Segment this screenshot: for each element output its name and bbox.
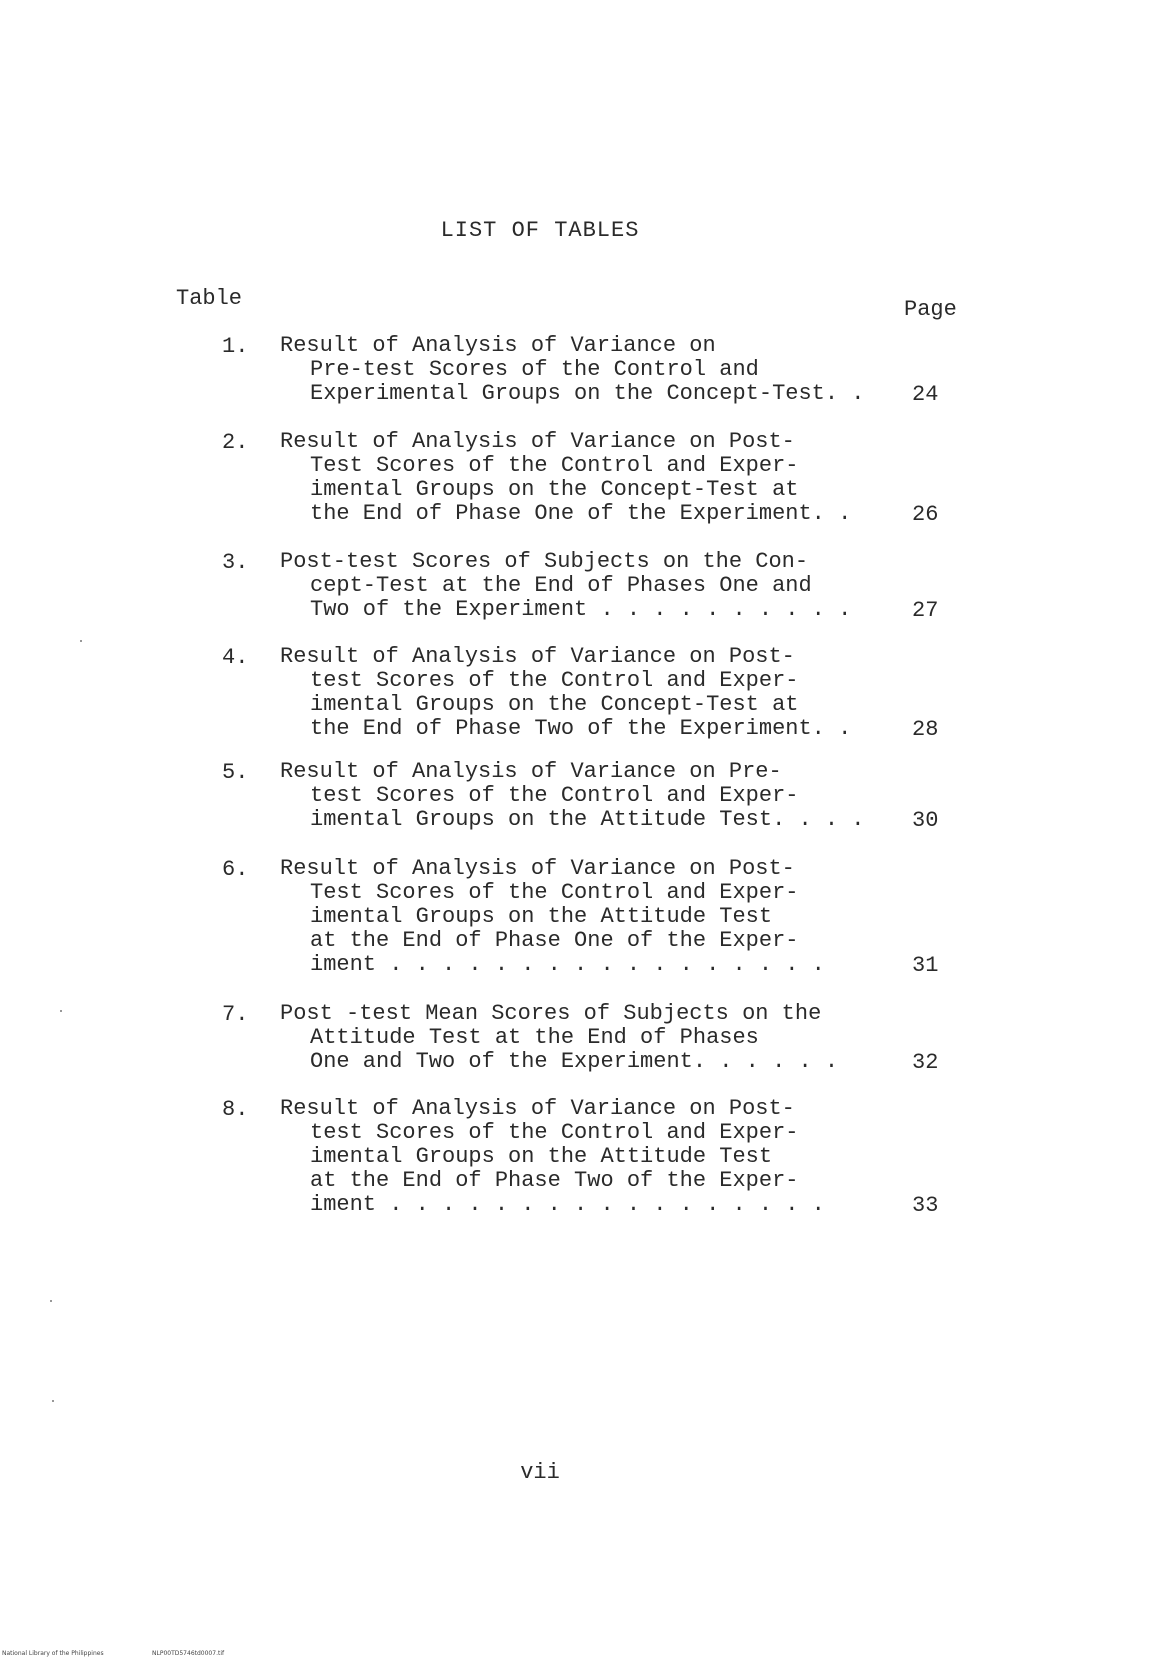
entry-title	[280, 1002, 840, 1074]
entry-title	[280, 857, 840, 977]
footer-file-id: NLP00TD5746td0007.tif	[152, 1650, 225, 1657]
entry-title-line: at the End of Phase Two of the Exper-	[310, 1168, 799, 1193]
entry-title	[280, 644, 852, 741]
entry-number: 5.	[222, 760, 249, 785]
entry-number: 8.	[222, 1097, 249, 1122]
scan-speck	[80, 640, 82, 642]
entry-title-line: imental Groups on the Attitude Test	[310, 904, 773, 929]
entry-title-line: Result of Analysis of Variance on Post-	[280, 429, 795, 454]
scan-speck	[50, 1300, 52, 1302]
entry-number: 4.	[222, 645, 249, 670]
entry-title-line: imental Groups on the Concept-Test at	[310, 692, 799, 717]
entry-title-line: imental Groups on the Concept-Test at	[310, 477, 799, 502]
entry-title-line: at the End of Phase One of the Exper-	[310, 928, 799, 953]
entry-title-line: iment . . . . . . . . . . . . . . . . .	[310, 952, 825, 977]
entry-title	[280, 549, 852, 622]
entry-page-number: 24	[912, 382, 939, 407]
entry-title-line: Result of Analysis of Variance on	[280, 333, 716, 358]
entry-page-number: 31	[912, 953, 939, 978]
entry-page-number: 27	[912, 598, 939, 623]
entry-title-line: cept-Test at the End of Phases One and	[310, 573, 812, 598]
entry-title-line: Attitude Test at the End of Phases	[310, 1025, 759, 1050]
entry-title-line: Post-test Scores of Subjects on the Con-	[280, 549, 809, 574]
entry-page-number: 33	[912, 1193, 939, 1218]
entry-title	[280, 759, 865, 832]
entry-title-line: Pre-test Scores of the Control and	[310, 357, 759, 382]
column-header-table: Table	[176, 286, 243, 311]
entry-title-line: imental Groups on the Attitude Test	[310, 1144, 773, 1169]
entry-title-line: Post -test Mean Scores of Subjects on the	[280, 1001, 822, 1026]
entry-title-line: iment . . . . . . . . . . . . . . . . .	[310, 1192, 825, 1217]
page-title: LIST OF TABLES	[440, 218, 640, 243]
entry-title-line: One and Two of the Experiment. . . . . .	[310, 1049, 839, 1074]
entry-title-line: the End of Phase Two of the Experiment. .	[310, 716, 852, 741]
entry-page-number: 26	[912, 502, 939, 527]
entry-number: 1.	[222, 334, 249, 359]
entry-title-line: the End of Phase One of the Experiment. .	[310, 501, 852, 526]
page-number: vii	[520, 1460, 560, 1485]
entry-number: 7.	[222, 1002, 249, 1027]
entry-number: 3.	[222, 550, 249, 575]
entry-title-line: Experimental Groups on the Concept-Test. .	[310, 381, 865, 406]
entry-title-line: Result of Analysis of Variance on Post-	[280, 856, 795, 881]
entry-title-line: test Scores of the Control and Exper-	[310, 668, 799, 693]
entry-title-line: test Scores of the Control and Exper-	[310, 783, 799, 808]
column-header-page: Page	[904, 297, 957, 322]
entry-title-line: imental Groups on the Attitude Test. . . .	[310, 807, 865, 832]
entry-number: 2.	[222, 430, 249, 455]
entry-title-line: Test Scores of the Control and Exper-	[310, 453, 799, 478]
entry-title-line: Result of Analysis of Variance on Post-	[280, 1096, 795, 1121]
entry-title-line: Test Scores of the Control and Exper-	[310, 880, 799, 905]
entry-title	[280, 1097, 840, 1217]
entry-page-number: 32	[912, 1050, 939, 1075]
entry-title-line: Result of Analysis of Variance on Post-	[280, 644, 795, 669]
scan-speck	[60, 1010, 62, 1012]
entry-title-line: Two of the Experiment . . . . . . . . . .	[310, 597, 852, 622]
entry-number: 6.	[222, 857, 249, 882]
footer-library-credit: National Library of the Philippines	[2, 1650, 104, 1657]
entry-title-line: Result of Analysis of Variance on Pre-	[280, 759, 782, 784]
scan-speck	[52, 1400, 54, 1402]
entry-title-line: test Scores of the Control and Exper-	[310, 1120, 799, 1145]
entry-page-number: 30	[912, 808, 939, 833]
entry-page-number: 28	[912, 717, 939, 742]
entry-title	[280, 429, 852, 526]
entry-title	[280, 333, 865, 406]
